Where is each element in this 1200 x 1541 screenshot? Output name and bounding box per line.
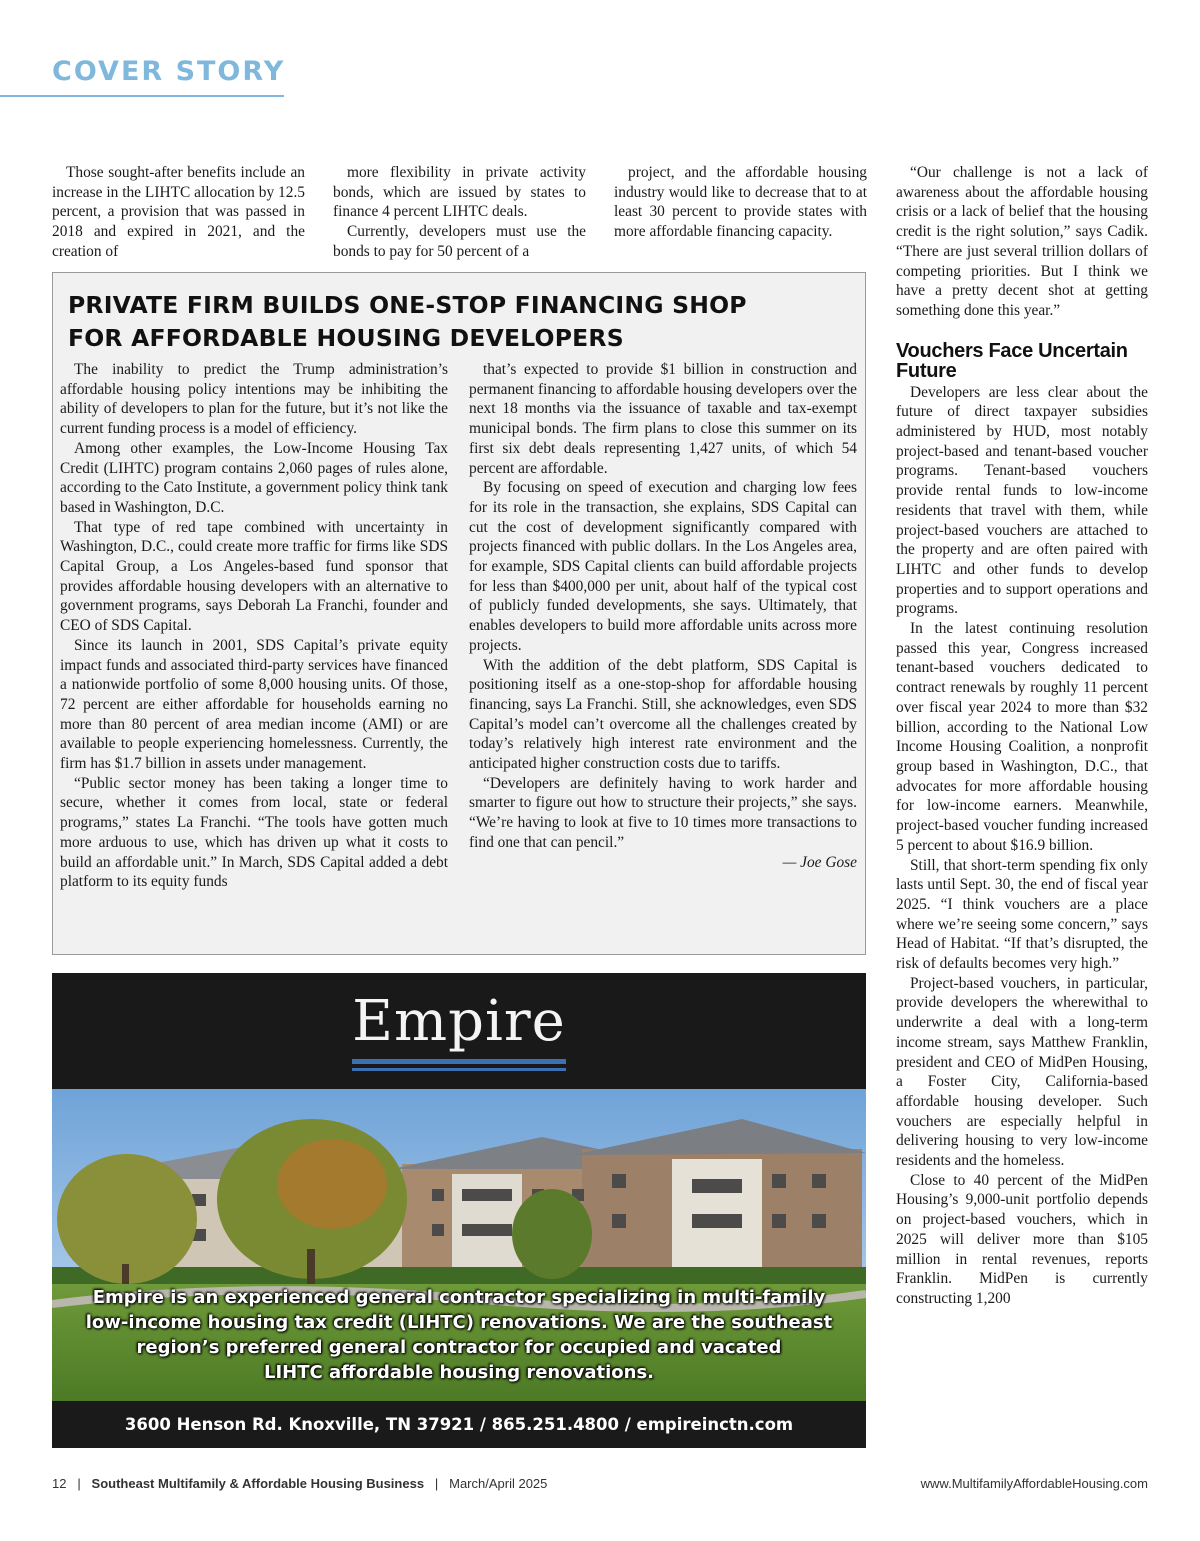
- sidebar-paragraph: By focusing on speed of execution and charging low fees for its role in the transaction, she explains, SDS Capital can cut the cost of development significantly compared with projects financed with public dollars. In the Los Angeles area, for example, SDS Capital clients can build affordable projects for less than $400,000 per unit, about half of the typical cost of publicly funded developments, she says. Ultimately, that enables developers to build more affordable units across more projects.: [469, 479, 857, 654]
- sidebar-column-1: [60, 360, 448, 892]
- ad-copy-line: Empire is an experienced general contractor specializing in multi-family: [92, 1287, 826, 1308]
- sidebar-paragraph: Among other examples, the Low-Income Housing Tax Credit (LIHTC) program contains 2,060 pages of rules alone, according to the Cato Institute, a government policy think tank based in Washington, D.C.: [60, 439, 448, 516]
- article-paragraph: In the latest continuing resolution passed this year, Congress increased tenant-based vouchers dedicated to contract renewals by roughly 11 percent over fiscal year 2024 to more than $32 billion, according to the National Low Income Housing Coalition, a nonprofit group based in Washington, D.C., that advocates for more affordable housing for low-income earners. Meanwhile, project-based voucher funding increased 5 percent to about $16.9 billion.: [896, 620, 1148, 854]
- ad-contact-line[interactable]: 3600 Henson Rd. Knoxville, TN 37921 / 865.251.4800 / empireinctn.com: [52, 1401, 866, 1448]
- ad-copy: [82, 1285, 836, 1385]
- page-number: 12: [52, 1476, 67, 1491]
- article-paragraph: Those sought-after benefits include an increase in the LIHTC allocation by 12.5 percent, a provision that was passed in 2018 and expired in 2021, and the creation of: [52, 164, 305, 260]
- sidebar-box: [52, 272, 866, 955]
- footer-separator: |: [70, 1476, 88, 1491]
- sidebar-title-line: PRIVATE FIRM BUILDS ONE-STOP FINANCING SHOP: [68, 291, 747, 319]
- publication-name: Southeast Multifamily & Affordable Housing Business: [91, 1476, 425, 1491]
- ad-copy-line: LIHTC affordable housing renovations.: [263, 1362, 654, 1383]
- sidebar-paragraph: The inability to predict the Trump administration’s affordable housing policy intentions may be inhibiting the ability of developers to plan for the future, but it’s not like the current funding process is a model of efficiency.: [60, 361, 448, 438]
- sidebar-column-2: [469, 360, 857, 872]
- article-paragraph: project, and the affordable housing industry would like to decrease that to at least 30 percent to provide states with more affordable financing capacity.: [614, 164, 867, 241]
- sidebar-title: [68, 289, 848, 355]
- article-paragraph: Project-based vouchers, in particular, provide developers the wherewithal to underwrite a deal with a long-term income stream, says Matthew Franklin, president and CEO of MidPen Housing, a Foster City, California-based affordable housing developer. Such vouchers are especially helpful in delivering housing to very low-income residents and the homeless.: [896, 974, 1148, 1170]
- article-column-2: [333, 163, 586, 262]
- article-column-3: [614, 163, 867, 242]
- sidebar-paragraph: “Public sector money has been taking a longer time to secure, whether it comes from local, state or federal programs,” states La Franchi. “The tools have gotten much more arduous to use, which has driven up what it costs to build an affordable unit.” In March, SDS Capital added a debt platform to its equity funds: [60, 774, 448, 891]
- article-paragraph: Close to 40 percent of the MidPen Housing’s 9,000-unit portfolio depends on project-based vouchers, which in 2025 will deliver more than $105 million in rental revenues, reports Franklin. MidPen is currently constructing 1,200: [896, 1171, 1148, 1307]
- subhead-vouchers: Vouchers Face Uncertain Future: [896, 339, 1128, 382]
- sidebar-paragraph: With the addition of the debt platform, SDS Capital is positioning itself as a one-stop-shop for affordable housing financing, says La Franchi. Still, she acknowledges, even SDS Capital’s model can’t overcome all the challenges created by today’s relatively high interest rate environment and the anticipated higher construction costs due to tariffs.: [469, 656, 857, 773]
- advertisement[interactable]: [52, 973, 866, 1448]
- article-paragraph: Still, that short-term spending fix only lasts until Sept. 30, the end of fiscal year 2025. “I think vouchers are a place where we’re seeing some concern,” says Head of Habitat. “If that’s disrupted, the risk of defaults becomes very high.”: [896, 856, 1148, 973]
- ad-logo-rule: [352, 1068, 566, 1071]
- ad-copy-line: low-income housing tax credit (LIHTC) renovations. We are the southeast: [85, 1312, 833, 1333]
- page-footer: [52, 1476, 1148, 1496]
- section-label: COVER STORY: [52, 56, 286, 87]
- issue-date: March/April 2025: [449, 1476, 548, 1491]
- sidebar-title-line: FOR AFFORDABLE HOUSING DEVELOPERS: [68, 324, 624, 352]
- footer-separator: |: [427, 1476, 446, 1491]
- website-link[interactable]: www.MultifamilyAffordableHousing.com: [920, 1476, 1148, 1491]
- article-paragraph: Currently, developers must use the bonds to pay for 50 percent of a: [333, 223, 586, 260]
- section-rule: [0, 95, 284, 97]
- article-paragraph: Developers are less clear about the future of direct taxpayer subsidies administered by HUD, most notably project-based and tenant-based voucher programs. Tenant-based vouchers provide rental funds to low-income residents that travel with them, while project-based vouchers are attached to the property and are often paired with LIHTC and other funds to develop properties and to support operations and programs.: [896, 383, 1148, 618]
- ad-copy-line: region’s preferred general contractor for occupied and vacated: [136, 1337, 782, 1358]
- ad-logo-rule: [352, 1059, 566, 1064]
- sidebar-paragraph: that’s expected to provide $1 billion in construction and permanent financing to affordable housing developers over the next 18 months via the issuance of taxable and tax-exempt municipal bonds. The firm plans to close this summer on its first six debt deals representing 1,427 units, of which 54 percent are affordable.: [469, 361, 857, 477]
- article-column-right: [896, 163, 1148, 1309]
- ad-logo: Empire: [352, 989, 566, 1054]
- sidebar-paragraph: That type of red tape combined with uncertainty in Washington, D.C., could create more traffic for firms like SDS Capital Group, a Los Angeles-based fund sponsor that provides affordable housing developers with an alternative to government programs, says Deborah La Franchi, founder and CEO of SDS Capital.: [60, 518, 448, 635]
- article-column-1: [52, 163, 305, 262]
- byline: — Joe Gose: [782, 853, 857, 871]
- article-paragraph: more flexibility in private activity bonds, which are issued by states to finance 4 percent LIHTC deals.: [333, 164, 586, 221]
- sidebar-paragraph: Since its launch in 2001, SDS Capital’s private equity impact funds and associated third-party services have financed a nationwide portfolio of some 8,000 housing units. Of those, 72 percent are either affordable for households earning no more than 80 percent of area median income (AMI) or are available to people experiencing homelessness. Currently, the firm has $1.7 billion in assets under management.: [60, 636, 448, 773]
- article-paragraph: “Our challenge is not a lack of awareness about the affordable housing crisis or a lack of belief that the housing credit is the right solution,” says Cadik. “There are just several trillion dollars of competing priorities. But I think we have a pretty decent shot at getting something done this year.”: [896, 164, 1148, 319]
- sidebar-paragraph: “Developers are definitely having to work harder and smarter to figure out how to structure their projects,” she says. “We’re having to look at five to 10 times more transactions to find one that can pencil.”: [469, 774, 857, 851]
